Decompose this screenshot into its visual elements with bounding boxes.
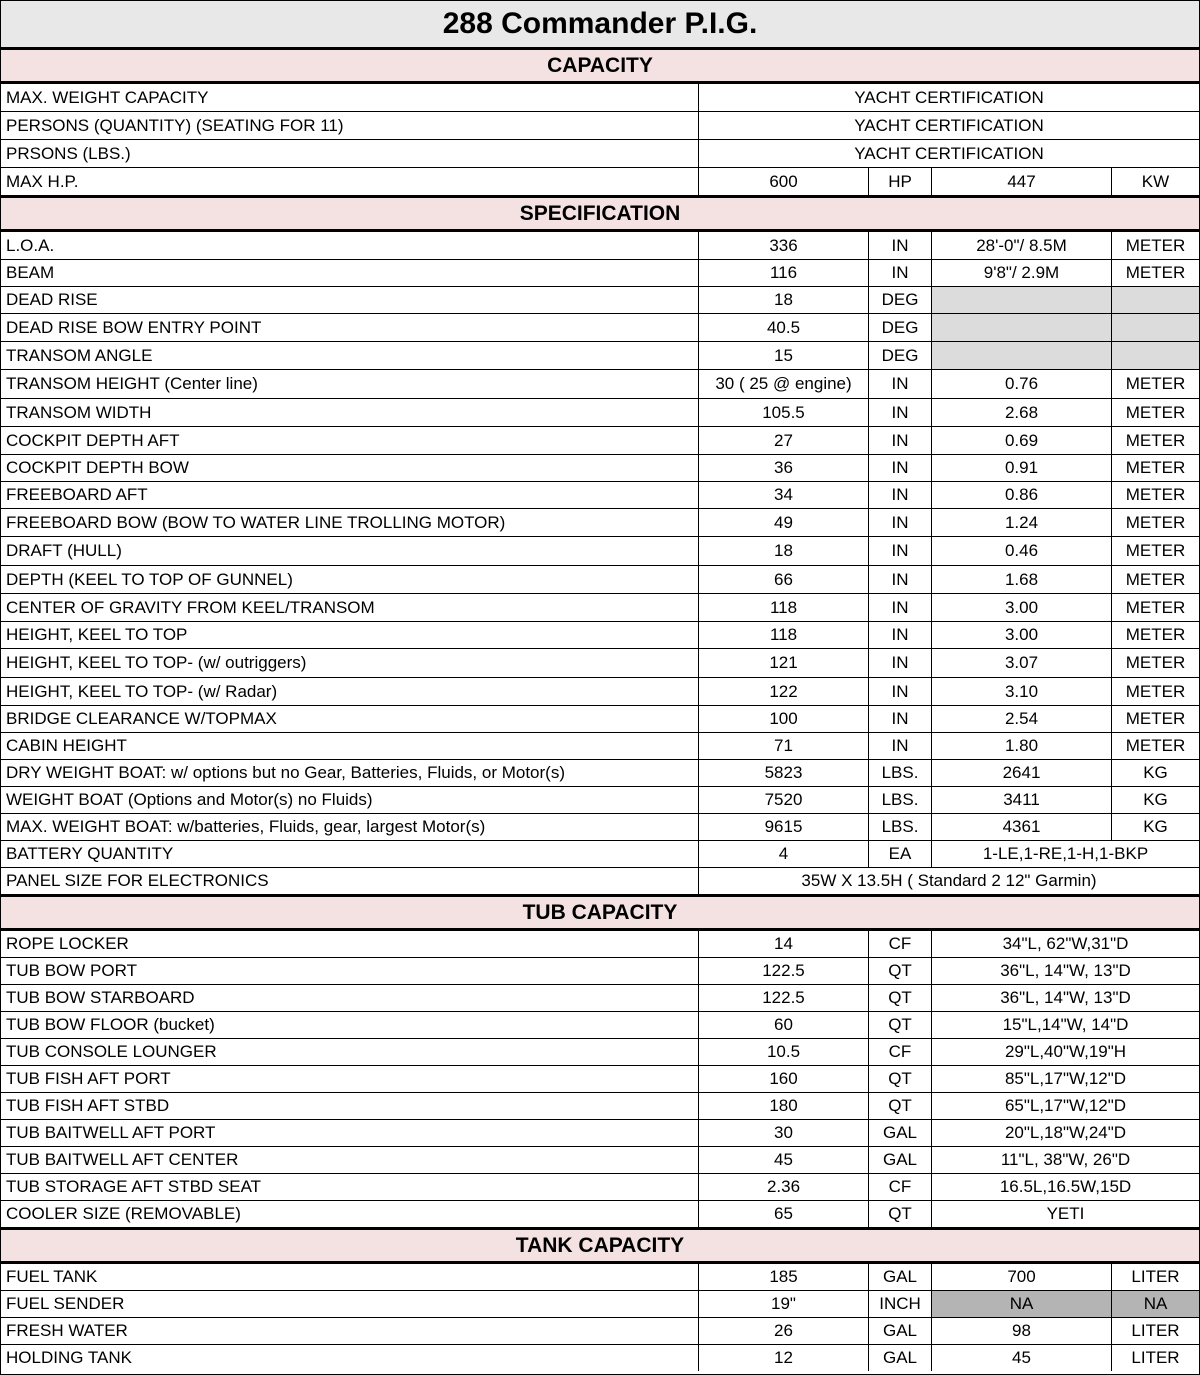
row-metric: 1.68 <box>932 566 1112 593</box>
row-metric: 0.86 <box>932 482 1112 508</box>
row-value: 34 <box>699 482 869 508</box>
row-label: DRAFT (HULL) <box>1 537 699 565</box>
table-row <box>1 1039 1199 1066</box>
table-row <box>1 1291 1199 1318</box>
row-unit: HP <box>869 168 932 195</box>
row-label: TRANSOM ANGLE <box>1 342 699 369</box>
row-metric-unit: METER <box>1125 597 1186 617</box>
row-value: 27 <box>699 427 869 454</box>
row-label: DRY WEIGHT BOAT: w/ options but no Gear, Batteries, Fluids, or Motor(s) <box>1 760 699 786</box>
row-unit: IN <box>869 232 932 259</box>
table-row <box>1 706 1199 733</box>
table-row <box>1 1120 1199 1147</box>
table-row <box>1 841 1199 868</box>
table-row <box>1 287 1199 314</box>
row-value: 160 <box>699 1066 869 1092</box>
table-row <box>1 168 1199 198</box>
table-row <box>1 733 1199 760</box>
row-value: 49 <box>699 509 869 536</box>
row-metric: 700 <box>932 1264 1112 1290</box>
row-metric-unit: METER <box>1125 235 1186 255</box>
table-row <box>1 814 1199 841</box>
row-metric-unit <box>1112 342 1199 369</box>
row-label: TUB FISH AFT PORT <box>1 1066 699 1092</box>
row-metric-unit: NA <box>1112 1291 1199 1317</box>
table-row <box>1 985 1199 1012</box>
table-row <box>1 427 1199 455</box>
row-label: TUB BOW PORT <box>1 958 699 984</box>
table-row <box>1 1012 1199 1039</box>
row-value-merged: YACHT CERTIFICATION <box>854 143 1044 163</box>
row-label: FUEL TANK <box>1 1264 699 1290</box>
row-label: PRSONS (LBS.) <box>1 140 699 167</box>
row-metric-unit: KG <box>1143 763 1168 782</box>
row-metric: 28'-0"/ 8.5M <box>932 232 1112 259</box>
row-label: BATTERY QUANTITY <box>1 841 699 867</box>
row-unit: QT <box>869 985 932 1011</box>
row-label: DEAD RISE <box>1 287 699 313</box>
row-metric-merged: 16.5L,16.5W,15D <box>999 1177 1132 1196</box>
row-value: 30 ( 25 @ engine) <box>699 370 869 398</box>
row-metric-unit: METER <box>1125 541 1186 560</box>
row-unit: IN <box>869 370 932 398</box>
row-value: 4 <box>699 841 869 867</box>
row-label: TUB CONSOLE LOUNGER <box>1 1039 699 1065</box>
table-row <box>1 537 1199 566</box>
row-label: BRIDGE CLEARANCE W/TOPMAX <box>1 706 699 732</box>
row-unit: LBS. <box>869 787 932 813</box>
table-row <box>1 1201 1199 1230</box>
row-value: 65 <box>699 1201 869 1227</box>
row-metric-merged: 34"L, 62"W,31"D <box>1002 934 1129 953</box>
row-label: TUB BOW FLOOR (bucket) <box>1 1012 699 1038</box>
row-unit: QT <box>869 1093 932 1119</box>
row-label: HOLDING TANK <box>1 1345 699 1371</box>
row-metric: 0.76 <box>932 370 1112 398</box>
row-metric-unit: METER <box>1125 512 1186 532</box>
table-row <box>1 931 1199 958</box>
row-value: 122 <box>699 678 869 705</box>
table-row <box>1 594 1199 622</box>
row-label: CABIN HEIGHT <box>1 733 699 759</box>
row-metric-unit: METER <box>1125 653 1186 672</box>
table-row <box>1 509 1199 537</box>
table-row <box>1 566 1199 594</box>
row-unit: IN <box>869 706 932 732</box>
row-value: 7520 <box>699 787 869 813</box>
row-metric-unit: METER <box>1125 485 1186 504</box>
row-value: 600 <box>699 168 869 195</box>
row-unit: QT <box>869 958 932 984</box>
row-unit: IN <box>869 509 932 536</box>
row-metric-unit: METER <box>1125 430 1186 450</box>
table-row <box>1 455 1199 482</box>
row-metric-unit: LITER <box>1131 1267 1180 1286</box>
row-unit: IN <box>869 427 932 454</box>
row-value: 5823 <box>699 760 869 786</box>
row-value: 100 <box>699 706 869 732</box>
table-row <box>1 370 1199 399</box>
table-row <box>1 1066 1199 1093</box>
row-value: 336 <box>699 232 869 259</box>
row-unit: DEG <box>869 314 932 341</box>
table-row <box>1 232 1199 260</box>
row-metric-unit: METER <box>1125 736 1186 755</box>
row-metric-unit: METER <box>1125 263 1186 282</box>
row-value: 66 <box>699 566 869 593</box>
row-value: 45 <box>699 1147 869 1173</box>
row-unit: IN <box>869 399 932 426</box>
row-value: 36 <box>699 455 869 481</box>
row-metric: NA <box>932 1291 1112 1317</box>
row-unit: GAL <box>869 1318 932 1344</box>
row-label: DEPTH (KEEL TO TOP OF GUNNEL) <box>1 566 699 593</box>
row-unit: IN <box>869 537 932 565</box>
row-value: 122.5 <box>699 985 869 1011</box>
row-unit: QT <box>869 1066 932 1092</box>
row-metric <box>932 342 1112 369</box>
row-value: 118 <box>699 594 869 621</box>
row-label: FREEBOARD AFT <box>1 482 699 508</box>
row-unit: CF <box>869 1174 932 1200</box>
row-metric: 1.24 <box>932 509 1112 536</box>
section-heading: TUB CAPACITY <box>1 897 1199 931</box>
row-value: 180 <box>699 1093 869 1119</box>
row-metric <box>932 287 1112 313</box>
table-row <box>1 1264 1199 1291</box>
row-metric-unit: KG <box>1143 817 1168 836</box>
row-unit: IN <box>869 622 932 648</box>
row-label: MAX. WEIGHT CAPACITY <box>1 84 699 111</box>
row-unit: GAL <box>869 1264 932 1290</box>
table-row <box>1 314 1199 342</box>
row-metric: 2641 <box>932 760 1112 786</box>
row-unit: IN <box>869 733 932 759</box>
table-row <box>1 958 1199 985</box>
row-unit: DEG <box>869 342 932 369</box>
row-value: 30 <box>699 1120 869 1146</box>
row-value: 118 <box>699 622 869 648</box>
row-metric-merged: YETI <box>1046 1204 1085 1223</box>
row-label: TRANSOM HEIGHT (Center line) <box>1 370 699 398</box>
row-metric <box>932 314 1112 341</box>
row-label: CENTER OF GRAVITY FROM KEEL/TRANSOM <box>1 594 699 621</box>
row-value: 2.36 <box>699 1174 869 1200</box>
row-metric: 3.00 <box>932 622 1112 648</box>
row-metric-unit: METER <box>1125 625 1186 644</box>
row-value: 14 <box>699 931 869 957</box>
table-row <box>1 1345 1199 1371</box>
row-value: 9615 <box>699 814 869 840</box>
row-value: 60 <box>699 1012 869 1038</box>
row-metric: 4361 <box>932 814 1112 840</box>
row-label: TUB BOW STARBOARD <box>1 985 699 1011</box>
row-value: 12 <box>699 1345 869 1371</box>
row-unit: IN <box>869 649 932 677</box>
row-metric: 2.54 <box>932 706 1112 732</box>
row-value: 185 <box>699 1264 869 1290</box>
table-row <box>1 649 1199 678</box>
row-label: HEIGHT, KEEL TO TOP- (w/ outriggers) <box>1 649 699 677</box>
row-value: 105.5 <box>699 399 869 426</box>
row-metric-unit: LITER <box>1131 1321 1180 1340</box>
row-unit: LBS. <box>869 814 932 840</box>
row-value-merged: YACHT CERTIFICATION <box>854 87 1044 107</box>
row-label: FRESH WATER <box>1 1318 699 1344</box>
row-value: 116 <box>699 260 869 286</box>
row-label: COCKPIT DEPTH BOW <box>1 455 699 481</box>
table-row <box>1 112 1199 140</box>
row-unit: IN <box>869 455 932 481</box>
row-metric: 1.80 <box>932 733 1112 759</box>
row-metric: 45 <box>932 1345 1112 1371</box>
table-row <box>1 399 1199 427</box>
row-value: 40.5 <box>699 314 869 341</box>
row-label: PANEL SIZE FOR ELECTRONICS <box>1 868 699 894</box>
row-unit: GAL <box>869 1120 932 1146</box>
row-label: HEIGHT, KEEL TO TOP <box>1 622 699 648</box>
row-unit: GAL <box>869 1147 932 1173</box>
sheet-title: 288 Commander P.I.G. <box>1 1 1199 50</box>
row-metric-unit: METER <box>1125 402 1186 422</box>
row-label: MAX. WEIGHT BOAT: w/batteries, Fluids, gear, largest Motor(s) <box>1 814 699 840</box>
row-label: TUB FISH AFT STBD <box>1 1093 699 1119</box>
row-metric-merged: 29"L,40"W,19"H <box>1004 1042 1127 1061</box>
table-row <box>1 140 1199 168</box>
row-label: TUB BAITWELL AFT CENTER <box>1 1147 699 1173</box>
row-unit: QT <box>869 1012 932 1038</box>
row-label: FUEL SENDER <box>1 1291 699 1317</box>
row-unit: IN <box>869 678 932 705</box>
row-metric-merged: 85"L,17"W,12"D <box>1004 1069 1127 1088</box>
row-label: TRANSOM WIDTH <box>1 399 699 426</box>
row-value: 10.5 <box>699 1039 869 1065</box>
row-metric-unit <box>1112 314 1199 341</box>
row-unit: IN <box>869 566 932 593</box>
row-metric: 0.91 <box>932 455 1112 481</box>
table-row <box>1 787 1199 814</box>
row-unit: IN <box>869 594 932 621</box>
row-metric-unit: METER <box>1125 681 1186 701</box>
row-metric: 2.68 <box>932 399 1112 426</box>
row-label: L.O.A. <box>1 232 699 259</box>
row-metric-merged: 11"L, 38"W, 26"D <box>1000 1150 1131 1169</box>
row-metric-merged: 15"L,14"W, 14"D <box>1002 1015 1129 1034</box>
table-row <box>1 678 1199 706</box>
row-value-merged: YACHT CERTIFICATION <box>854 115 1044 135</box>
row-unit: IN <box>869 482 932 508</box>
row-metric: 3.10 <box>932 678 1112 705</box>
row-unit: CF <box>869 1039 932 1065</box>
table-row <box>1 342 1199 370</box>
row-metric-unit: KG <box>1143 790 1168 809</box>
row-metric: 3.00 <box>932 594 1112 621</box>
table-row <box>1 1318 1199 1345</box>
row-metric-merged: 36"L, 14"W, 13"D <box>1000 988 1131 1007</box>
row-metric-merged: 36"L, 14"W, 13"D <box>1000 961 1131 980</box>
row-unit: EA <box>869 841 932 867</box>
row-metric: 9'8"/ 2.9M <box>932 260 1112 286</box>
row-metric-unit: METER <box>1125 569 1186 589</box>
section-heading: SPECIFICATION <box>1 198 1199 232</box>
section-heading: TANK CAPACITY <box>1 1230 1199 1264</box>
table-row <box>1 260 1199 287</box>
table-row <box>1 1093 1199 1120</box>
row-unit: CF <box>869 931 932 957</box>
table-row <box>1 622 1199 649</box>
table-row <box>1 1174 1199 1201</box>
row-metric-unit: LITER <box>1131 1348 1180 1367</box>
row-label: COCKPIT DEPTH AFT <box>1 427 699 454</box>
section-heading: CAPACITY <box>1 50 1199 84</box>
row-unit: INCH <box>869 1291 932 1317</box>
row-label: HEIGHT, KEEL TO TOP- (w/ Radar) <box>1 678 699 705</box>
row-unit: IN <box>869 260 932 286</box>
row-metric-merged: 20"L,18"W,24"D <box>1004 1123 1127 1142</box>
row-unit: DEG <box>869 287 932 313</box>
row-metric-unit: METER <box>1125 458 1186 477</box>
row-value: 19" <box>699 1291 869 1317</box>
row-metric: 98 <box>932 1318 1112 1344</box>
sheet-body <box>1 50 1199 1371</box>
row-label: ROPE LOCKER <box>1 931 699 957</box>
row-label: FREEBOARD BOW (BOW TO WATER LINE TROLLING MOTOR) <box>1 509 699 536</box>
row-label: TUB BAITWELL AFT PORT <box>1 1120 699 1146</box>
row-value-merged: 35W X 13.5H ( Standard 2 12" Garmin) <box>801 871 1097 890</box>
row-metric-unit <box>1112 287 1199 313</box>
row-metric: 447 <box>932 168 1112 195</box>
row-metric-unit: METER <box>1125 709 1186 728</box>
row-label: WEIGHT BOAT (Options and Motor(s) no Fluids) <box>1 787 699 813</box>
row-label: DEAD RISE BOW ENTRY POINT <box>1 314 699 341</box>
row-label: PERSONS (QUANTITY) (SEATING FOR 11) <box>1 112 699 139</box>
row-value: 15 <box>699 342 869 369</box>
table-row <box>1 868 1199 897</box>
row-metric: 0.46 <box>932 537 1112 565</box>
row-value: 71 <box>699 733 869 759</box>
row-value: 18 <box>699 537 869 565</box>
row-label: COOLER SIZE (REMOVABLE) <box>1 1201 699 1227</box>
row-label: BEAM <box>1 260 699 286</box>
row-unit: QT <box>869 1201 932 1227</box>
row-metric: 0.69 <box>932 427 1112 454</box>
row-metric-merged: 1-LE,1-RE,1-H,1-BKP <box>982 844 1149 863</box>
table-row <box>1 84 1199 112</box>
row-value: 26 <box>699 1318 869 1344</box>
row-metric: 3411 <box>932 787 1112 813</box>
table-row <box>1 482 1199 509</box>
row-metric-unit: METER <box>1125 374 1186 393</box>
row-value: 122.5 <box>699 958 869 984</box>
table-row <box>1 760 1199 787</box>
row-unit: GAL <box>869 1345 932 1371</box>
row-label: MAX H.P. <box>1 168 699 195</box>
table-row <box>1 1147 1199 1174</box>
row-metric-unit: KW <box>1141 171 1170 191</box>
row-metric-merged: 65"L,17"W,12"D <box>1004 1096 1127 1115</box>
row-value: 121 <box>699 649 869 677</box>
row-metric: 3.07 <box>932 649 1112 677</box>
row-unit: LBS. <box>869 760 932 786</box>
row-value: 18 <box>699 287 869 313</box>
row-label: TUB STORAGE AFT STBD SEAT <box>1 1174 699 1200</box>
